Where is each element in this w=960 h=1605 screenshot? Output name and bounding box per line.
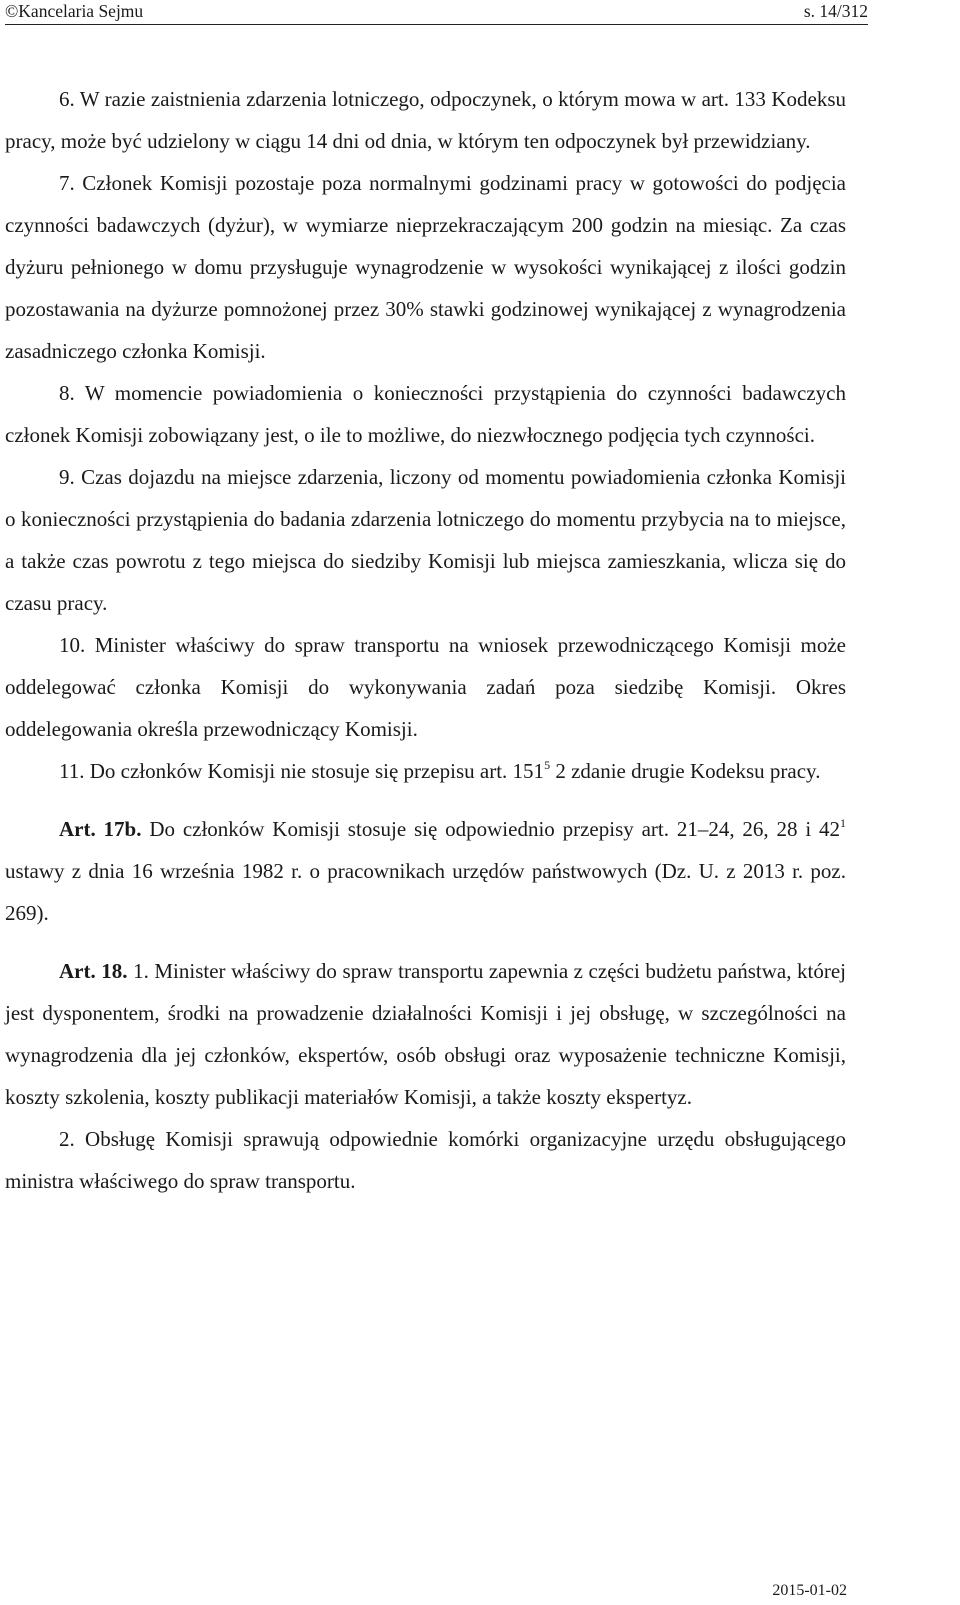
article-18-paragraph-1 bbox=[5, 950, 846, 1118]
paragraph-10: 10. Minister właściwy do spraw transportu na wniosek przewodniczącego Komisji może oddelegować członka Komisji do wykonywania zadań poza siedzibę Komisji. Okres oddelegowania określa przewodniczący Komisji. bbox=[5, 633, 846, 741]
document-body bbox=[5, 78, 846, 1202]
paragraph-11 bbox=[5, 750, 846, 792]
article-17b-label: Art. 17b. bbox=[59, 817, 142, 841]
article-17b bbox=[5, 808, 846, 934]
page-footer-date: 2015-01-02 bbox=[772, 1582, 847, 1599]
page-number: s. 14/312 bbox=[803, 1, 868, 21]
article-17b-tail: ustawy z dnia 16 września 1982 r. o pracownikach urzędów państwowych (Dz. U. z 2013 r. poz. 269). bbox=[5, 859, 846, 925]
article-18-text: 1. Minister właściwy do spraw transportu zapewnia z części budżetu państwa, której jest dysponentem, środki na prowadzenie działalności Komisji i jej obsługę, w szczególności na wynagrodzenia dla jej członków, ekspertów, osób obsługi oraz wyposażenie techniczne Komisji, koszty szkolenia, koszty publikacji materiałów Komisji, a także koszty ekspertyz. bbox=[5, 959, 846, 1109]
paragraph-9: 9. Czas dojazdu na miejsce zdarzenia, liczony od momentu powiadomienia członka Komisji o konieczności przystąpienia do badania zdarzenia lotniczego do momentu przybycia na to miejsce, a także czas powrotu z tego miejsca do siedziby Komisji lub miejsca zamieszkania, wlicza się do czasu pracy. bbox=[5, 465, 846, 615]
paragraph-6: 6. W razie zaistnienia zdarzenia lotniczego, odpoczynek, o którym mowa w art. 133 Kodeksu pracy, może być udzielony w ciągu 14 dni od dnia, w którym ten odpoczynek był przewidziany. bbox=[5, 87, 846, 153]
paragraph-11-text: 11. Do członków Komisji nie stosuje się przepisu art. 151 bbox=[59, 759, 545, 783]
paragraph-7: 7. Członek Komisji pozostaje poza normalnymi godzinami pracy w gotowości do podjęcia czynności badawczych (dyżur), w wymiarze nieprzekraczającym 200 godzin na miesiąc. Za czas dyżuru pełnionego w domu przysługuje wynagrodzenie w wysokości wynikającej z ilości godzin pozostawania na dyżurze pomnożonej przez 30% stawki godzinowej wynikającej z wynagrodzenia zasadniczego członka Komisji. bbox=[5, 171, 846, 363]
superscript-1: 1 bbox=[839, 816, 846, 830]
copyright-label: ©Kancelaria Sejmu bbox=[5, 1, 144, 21]
article-18-paragraph-2: 2. Obsługę Komisji sprawują odpowiednie komórki organizacyjne urzędu obsługującego ministra właściwego do spraw transportu. bbox=[5, 1127, 846, 1193]
article-17b-text: Do członków Komisji stosuje się odpowiednio przepisy art. 21–24, 26, 28 i 42 bbox=[141, 817, 840, 841]
paragraph-11-tail: 2 zdanie drugie Kodeksu pracy. bbox=[550, 759, 821, 783]
superscript-5: 5 bbox=[544, 758, 551, 772]
paragraph-8: 8. W momencie powiadomienia o konieczności przystąpienia do czynności badawczych członek Komisji zobowiązany jest, o ile to możliwe, do niezwłocznego podjęcia tych czynności. bbox=[5, 381, 846, 447]
page-header bbox=[5, 0, 868, 25]
article-18-label: Art. 18. bbox=[59, 959, 128, 983]
